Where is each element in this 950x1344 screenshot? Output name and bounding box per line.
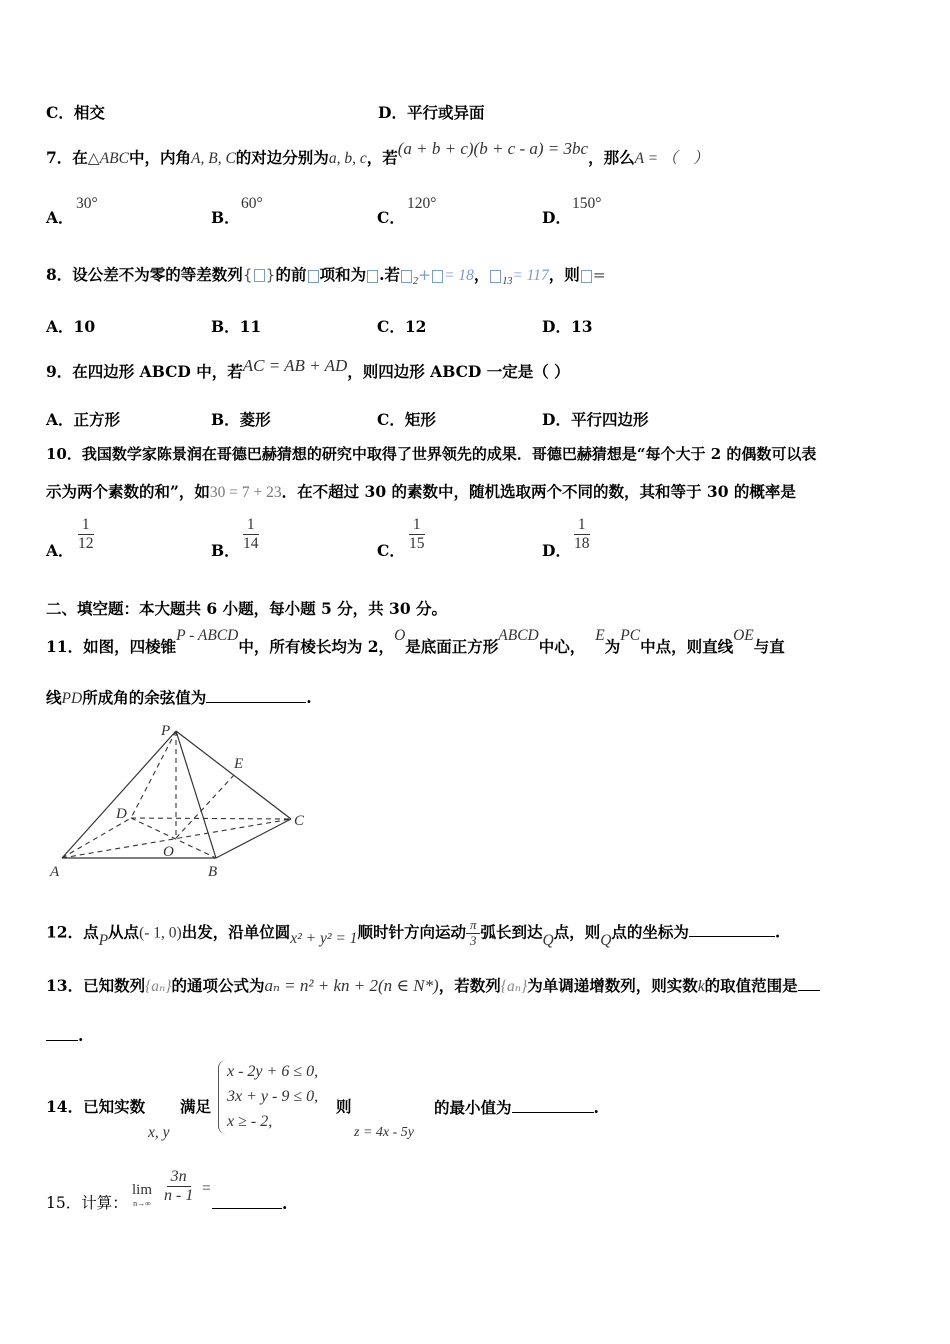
q15-answer: . — [212, 1194, 287, 1214]
question-11-line-2: 线PD所成角的余弦值为 . — [46, 688, 312, 707]
q9-condition: AC = AB + AD — [242, 356, 348, 375]
triangle-abc: △ABC — [87, 150, 129, 167]
q9-option-c: C．矩形 — [377, 410, 436, 429]
question-7: 7．在△ABC中，内角A, B, C的对边分别为a, b, c，若(a + b + c)(b + c - a) = 3bc，那么A = （ ） — [46, 139, 709, 167]
answer-blank-12 — [689, 922, 775, 937]
label-c: C — [294, 813, 305, 829]
q14-objective: z = 4x - 5y — [354, 1125, 414, 1140]
label-d: D — [116, 806, 127, 822]
q10-options: A． $\frac{1}{12}$ B． $\frac{1}{14}$ C． $\frac{1}{15}$ D． $\frac{1}{18}$ — [46, 516, 590, 560]
question-13: 13．已知数列{aₙ}的通项公式为aₙ = n² + kn + 2(n ∈ N*)，若数列{aₙ}为单调递增数列，则实数k的取值范围是 — [46, 976, 820, 997]
answer-blank-14 — [512, 1098, 594, 1113]
q8-option-b: B．11 — [211, 317, 262, 336]
label-e: E — [234, 756, 244, 772]
limit-equals: = — [202, 1180, 211, 1197]
pyramid-figure — [44, 718, 314, 884]
answer-blank-11 — [206, 688, 306, 703]
edge-dc-hidden — [131, 818, 291, 819]
edge-ad-hidden — [62, 818, 131, 858]
limit-fraction: $\frac{3n}{n - 1}$ — [164, 1168, 194, 1205]
q14-ask: 的最小值为 . — [434, 1098, 599, 1117]
q8-option-c: C．12 — [377, 317, 427, 336]
label-o: O — [163, 844, 174, 860]
question-8: 8．设公差不为零的等差数列{ }的前 项和为 .若 $_2$+ = 18， $_{13}$= 117，则 = — [46, 265, 606, 288]
label-a: A — [50, 864, 60, 880]
q8-option-a: A．10 — [46, 317, 96, 336]
segment-oe — [176, 775, 234, 838]
question-9: 9．在四边形 ABCD 中，若AC = AB + AD，则四边形 ABCD 一定是（ ） — [46, 356, 570, 381]
label-b: B — [208, 864, 218, 880]
q9-option-b: B．菱形 — [211, 410, 271, 429]
question-10-line-1: 10．我国数学家陈景润在哥德巴赫猜想的研究中取得了世界领先的成果．哥德巴赫猜想是“每个大于 2 的偶数可以表 — [46, 445, 817, 463]
q8-option-d: D．13 — [542, 317, 593, 336]
q14-t2: 满足 — [180, 1097, 212, 1116]
answer-blank-13 — [46, 1026, 78, 1041]
label-p: P — [161, 723, 171, 739]
q14-constraint-system: x - 2y + 6 ≤ 0, 3x + y - 9 ≤ 0, x ≥ - 2, — [218, 1060, 318, 1134]
q6-option-c: C．相交 — [46, 103, 105, 122]
q14-t3: 则 — [336, 1097, 352, 1116]
q14-lead: 14．已知实数 — [46, 1097, 146, 1116]
edge-pa — [62, 731, 176, 858]
question-13-line-2: . — [46, 1026, 83, 1046]
q14-vars: x, y — [148, 1124, 170, 1141]
edge-bc — [216, 819, 291, 858]
q9-option-a: A．正方形 — [46, 410, 121, 429]
answer-blank-15 — [212, 1194, 282, 1209]
edge-pb — [176, 731, 216, 858]
q6-option-d: D．平行或异面 — [378, 103, 485, 122]
q7-condition: (a + b + c)(b + c - a) = 3bc — [397, 139, 589, 158]
question-11: 11．如图，四棱锥P - ABCD中，所有棱长均为 2，O是底面正方形ABCD中心，E为PC中点，则直线OE与直 — [46, 627, 785, 656]
q9-option-d: D．平行四边形 — [542, 410, 649, 429]
question-10-line-2: 示为两个素数的和”，如30 = 7 + 23．在不超过 30 的素数中，随机选取两个不同的数，其和等于 30 的概率是 — [46, 482, 796, 501]
question-15-lead: 15．计算： — [46, 1194, 128, 1212]
limit-operator: lim n→∞ — [132, 1182, 153, 1208]
question-12: 12．点P从点(- 1, 0)出发，沿单位圆x² + y² = 1顺时针方向运动 $\frac{\pi}{3}$ 弧长到达Q点，则Q点的坐标为 . — [46, 917, 781, 950]
section-2-title: 二、填空题：本大题共 6 小题，每小题 5 分，共 30 分。 — [46, 599, 448, 618]
